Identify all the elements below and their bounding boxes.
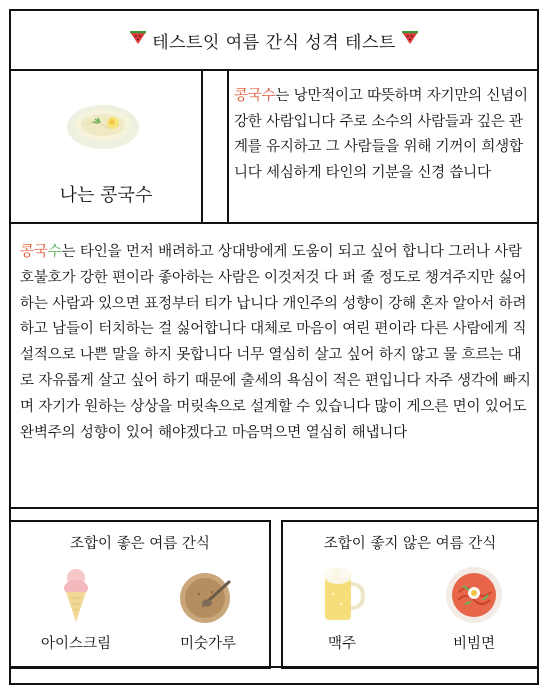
summary-body: 는 낭만적이고 따뜻하며 자기만의 신념이 강한 사람입니다 주로 소수의 사람들과 깊은 관계를 유지하고 그 사람들을 위해 기꺼이 희생합니다 세심하게 타인의 기분을 신경 씁니다 bbox=[234, 88, 528, 181]
result-panel bbox=[11, 71, 201, 223]
good-match-item bbox=[153, 564, 263, 653]
bad-match-item bbox=[287, 564, 397, 653]
bad-match-title: 조합이 좋지 않은 여름 간식 bbox=[323, 536, 497, 552]
watermelon-icon bbox=[401, 30, 419, 50]
good-match-title: 조합이 좋은 여름 간식 bbox=[70, 536, 210, 552]
food-label: 맥주 bbox=[327, 636, 356, 652]
bad-match-box bbox=[281, 520, 539, 669]
divider bbox=[227, 69, 229, 222]
kongguksu-bowl-icon bbox=[65, 99, 141, 151]
keyword: 수 bbox=[47, 244, 62, 260]
result-food: 콩국수 bbox=[100, 185, 153, 206]
food-label: 아이스크림 bbox=[40, 636, 112, 652]
detail-body: 는 타인을 먼저 배려하고 상대방에게 도움이 되고 싶어 합니다 그러나 사람 호불호가 강한 편이라 좋아하는 사람은 이것저것 다 퍼 줄 정도로 챙겨주지만 싫어하는 사람과 있으면 표정부터 티가 납니다 개인주의 성향이 강해 혼자 알아서 하려 하고 남들이 터치하는 걸 싫어합니다 대체로 마음이 여린 편이라 다른 사람에게 직설적으로 나쁜 말을 하지 못합니다 너무 열심히 살고 싶어 하지 않고 물 흐르는 대로 자유롭게 살고 싶어 하기 때문에 출세의 욕심이 적은 편입니다 자주 생각에 빠지며 자기가 원하는 상상을 머릿속으로 설계할 수 있습니다 많이 게으른 면이 있어도 완벽주의 성향이 있어 해야겠다고 마음먹으면 열심히 해냅니다 bbox=[20, 244, 531, 441]
ice-cream-icon bbox=[56, 564, 96, 626]
detail-text bbox=[20, 240, 535, 446]
keyword: 콩국 bbox=[20, 244, 48, 260]
watermelon-icon bbox=[129, 30, 147, 50]
keyword: 콩국수 bbox=[234, 88, 276, 104]
bibimmyeon-icon bbox=[443, 564, 505, 626]
title-text: 테스트잇 여름 간식 성격 테스트 bbox=[152, 32, 396, 53]
page-title bbox=[11, 11, 537, 69]
misutgaru-icon bbox=[177, 564, 239, 626]
divider bbox=[9, 507, 539, 509]
divider bbox=[201, 69, 203, 222]
result-title bbox=[11, 181, 201, 207]
summary-text bbox=[234, 84, 534, 186]
food-label: 미숫가루 bbox=[179, 636, 237, 652]
good-match-box bbox=[9, 520, 271, 669]
beer-icon bbox=[317, 564, 367, 626]
good-match-item bbox=[21, 564, 131, 653]
food-label: 비빔면 bbox=[452, 636, 496, 652]
bad-match-item bbox=[419, 564, 529, 653]
result-prefix: 나는 bbox=[59, 185, 95, 206]
